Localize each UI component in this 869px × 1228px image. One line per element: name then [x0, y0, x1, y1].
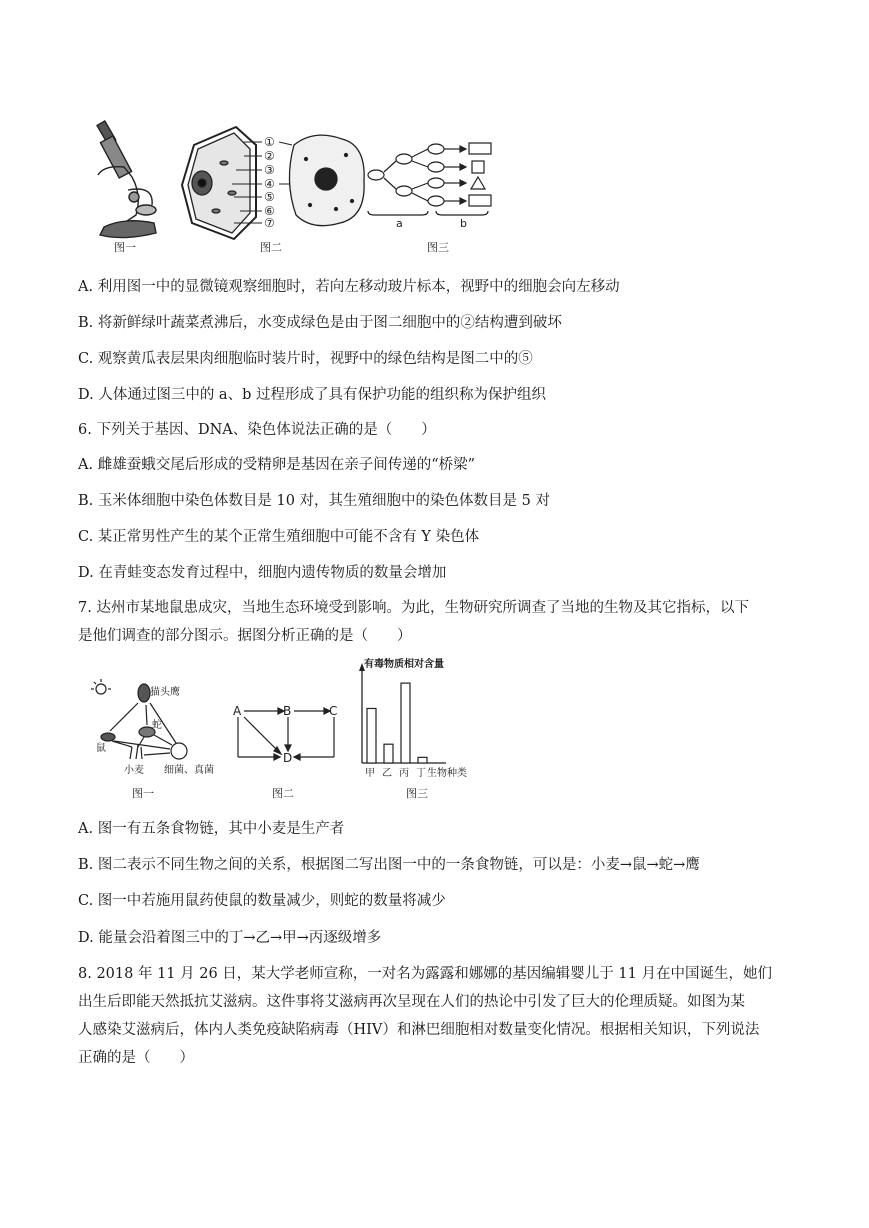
q5-option-d: D. 人体通过图三中的 a、b 过程形成了具有保护功能的组织称为保护组织	[78, 387, 546, 403]
chart-category-jia: 甲	[365, 768, 375, 779]
q7-option-a: A. 图一有五条食物链，其中小麦是生产者	[78, 821, 345, 837]
q6-option-b: B. 玉米体细胞中染色体数目是 10 对，其生殖细胞中的染色体数目是 5 对	[78, 493, 550, 509]
chart-title: 有毒物质相对含量	[364, 659, 444, 670]
animal-cell-drawing	[289, 135, 364, 226]
relation-node-c: C	[329, 704, 338, 718]
q6-option-a: A. 雌雄蚕蛾交尾后形成的受精卵是基因在亲子间传递的“桥梁”	[78, 457, 476, 473]
chart-category-yi: 乙	[382, 768, 392, 779]
plant-cell-drawing	[182, 127, 256, 239]
figure-q7	[84, 655, 484, 805]
q7-figure-caption-3: 图三	[406, 787, 428, 800]
food-web-decomposers: 细菌、真菌	[164, 765, 214, 776]
figure-top-drawing	[84, 105, 514, 265]
toxin-bar-chart	[359, 663, 446, 763]
figure-top	[84, 105, 514, 265]
chart-category-bing: 丙	[399, 768, 409, 779]
q5-option-b: B. 将新鲜绿叶蔬菜煮沸后，水变成绿色是由于图二细胞中的②结构遭到破坏	[78, 315, 562, 331]
cell-marker-7: ⑦	[264, 216, 275, 230]
cell-marker-4: ④	[264, 177, 275, 191]
cell-marker-2: ②	[264, 149, 275, 163]
q7-option-d: D. 能量会沿着图三中的丁→乙→甲→丙逐级增多	[78, 930, 382, 946]
relation-node-d: D	[283, 751, 293, 765]
food-web-mouse: 鼠	[96, 743, 106, 754]
food-web-wheat: 小麦	[124, 765, 144, 776]
food-web-owl: 猫头鹰	[150, 687, 180, 698]
q8-stem-line-1: 8. 2018 年 11 月 26 日，某大学老师宣称，一对名为露露和娜娜的基因编辑婴儿于 11 月在中国诞生，她们	[78, 966, 772, 982]
figure-caption-3: 图三	[427, 241, 449, 254]
microscope-drawing	[97, 121, 156, 238]
chart-x-label: 生物种类	[427, 768, 467, 779]
figure-q7-drawing	[84, 655, 484, 805]
q7-stem-line-2: 是他们调查的部分图示。据图分析正确的是（ ）	[78, 628, 412, 644]
q6-stem: 6. 下列关于基因、DNA、染色体说法正确的是（ ）	[78, 422, 436, 438]
chart-bar-丁	[418, 757, 427, 763]
process-label-a: a	[396, 217, 403, 230]
tissue-formation-drawing	[368, 143, 491, 215]
food-web-snake: 蛇	[152, 720, 162, 731]
cell-marker-1: ①	[264, 135, 275, 149]
chart-category-ding: 丁	[416, 768, 426, 779]
q7-option-c: C. 图一中若施用鼠药使鼠的数量减少，则蛇的数量将减少	[78, 893, 446, 909]
q5-option-a: A. 利用图一中的显微镜观察细胞时，若向左移动玻片标本，视野中的细胞会向左移动	[78, 279, 620, 295]
figure-caption-2: 图二	[260, 241, 282, 254]
cell-marker-6: ⑥	[264, 204, 275, 218]
relation-node-b: B	[283, 704, 292, 718]
cell-marker-3: ③	[264, 163, 275, 177]
q8-stem-line-4: 正确的是（ ）	[78, 1050, 194, 1066]
q7-stem-line-1: 7. 达州市某地鼠患成灾，当地生态环境受到影响。为此，生物研究所调查了当地的生物及其它指标，以下	[78, 600, 749, 616]
q6-option-c: C. 某正常男性产生的某个正常生殖细胞中可能不含有 Y 染色体	[78, 529, 480, 545]
cell-marker-5: ⑤	[264, 190, 275, 204]
q7-figure-caption-1: 图一	[132, 787, 154, 800]
q5-option-c: C. 观察黄瓜表层果肉细胞临时装片时，视野中的绿色结构是图二中的⑤	[78, 351, 533, 367]
q6-option-d: D. 在青蛙变态发育过程中，细胞内遗传物质的数量会增加	[78, 565, 447, 581]
q7-figure-caption-2: 图二	[272, 787, 294, 800]
q8-stem-line-3: 人感染艾滋病后，体内人类免疫缺陷病毒（HIV）和淋巴细胞相对数量变化情况。根据相关知识，下列说法	[78, 1022, 760, 1038]
figure-caption-1: 图一	[114, 241, 136, 254]
chart-bar-乙	[384, 744, 393, 763]
chart-bar-丙	[401, 683, 410, 763]
chart-bar-甲	[367, 708, 376, 763]
q7-option-b: B. 图二表示不同生物之间的关系，根据图二写出图一中的一条食物链，可以是：小麦→鼠→蛇→鹰	[78, 857, 700, 873]
q8-stem-line-2: 出生后即能天然抵抗艾滋病。这件事将艾滋病再次呈现在人们的热论中引发了巨大的伦理质疑。如图为某	[78, 994, 745, 1010]
process-label-b: b	[460, 217, 467, 230]
relation-node-a: A	[233, 704, 242, 718]
